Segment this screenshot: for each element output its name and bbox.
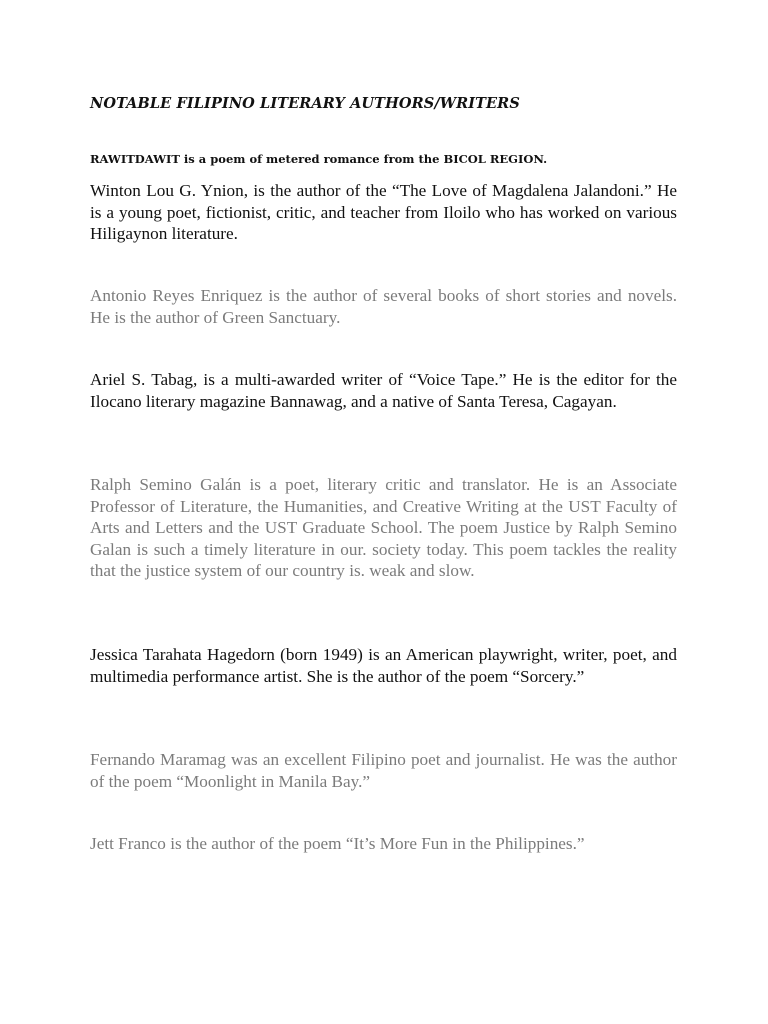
paragraph-fernando-maramag: Fernando Maramag was an excellent Filipino poet and journalist. He was the author of the poem “Moonlight in Manila Bay.” — [90, 750, 677, 791]
paragraph-jett-franco: Jett Franco is the author of the poem “It’s More Fun in the Philippines.” — [90, 834, 585, 853]
paragraph-winton-ynion: Winton Lou G. Ynion, is the author of the “The Love of Magdalena Jalandoni.” He is a young poet, fictionist, critic, and teacher from Iloilo who has worked on various Hiligaynon literature. — [90, 181, 677, 244]
paragraph-ariel-tabag: Ariel S. Tabag, is a multi-awarded writer of “Voice Tape.” He is the editor for the Ilocano literary magazine Bannawag, and a native of Santa Teresa, Cagayan. — [90, 370, 677, 411]
document-subtitle: RAWITDAWIT is a poem of metered romance from the BICOL REGION. — [90, 152, 548, 166]
paragraph-jessica-hagedorn: Jessica Tarahata Hagedorn (born 1949) is an American playwright, writer, poet, and multimedia performance artist. She is the author of the poem “Sorcery.” — [90, 645, 677, 686]
document-title: NOTABLE FILIPINO LITERARY AUTHORS/WRITERS — [90, 95, 520, 112]
paragraph-ralph-galan: Ralph Semino Galán is a poet, literary critic and translator. He is an Associate Professor of Literature, the Humanities, and Creative Writing at the UST Faculty of Arts and Letters and the UST Graduate School. The poem Justice by Ralph Semino Galan is such a timely literature in our. society today. This poem tackles the reality that the justice system of our country is. weak and slow. — [90, 475, 677, 581]
paragraph-antonio-enriquez: Antonio Reyes Enriquez is the author of several books of short stories and novels. He is the author of Green Sanctuary. — [90, 286, 677, 327]
